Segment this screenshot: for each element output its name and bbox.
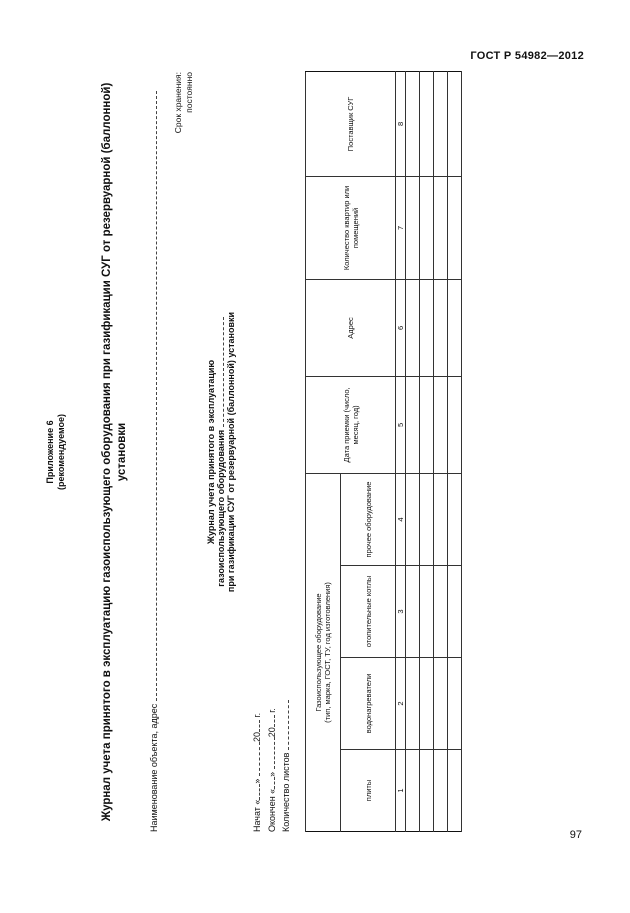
table-cell: [434, 473, 448, 565]
table-cell: [406, 658, 420, 750]
table-cell: [406, 750, 420, 832]
col-number: 1: [396, 750, 406, 832]
table-cell: [434, 279, 448, 376]
table-row: [448, 71, 462, 831]
col-header-other-equipment: прочее оборудование: [341, 473, 396, 565]
table-cell: [434, 750, 448, 832]
ended-year-blank: [274, 715, 275, 727]
table-cell: [406, 566, 420, 658]
table-cell: [448, 279, 462, 376]
started-quote: »: [252, 778, 262, 784]
ended-quote: »: [267, 771, 277, 777]
ended-suffix: г.: [267, 708, 277, 713]
object-name-blank: [156, 91, 157, 701]
table-cell: [420, 376, 434, 473]
sheets-label: Количество листов: [281, 752, 291, 832]
table-cell: [420, 176, 434, 279]
sheets-blank: [288, 700, 289, 750]
table-cell: [420, 279, 434, 376]
table-row: [420, 71, 434, 831]
ended-month-blank: [274, 737, 275, 769]
appendix-number: Приложение 6: [45, 420, 55, 484]
appendix-type: (рекомендуемое): [56, 414, 66, 490]
ended-day-blank: [274, 777, 275, 789]
table-cell: [448, 376, 462, 473]
table-row: [406, 71, 420, 831]
col-number: 7: [396, 176, 406, 279]
table-cell: [406, 473, 420, 565]
table-cell: [420, 473, 434, 565]
table-cell: [448, 473, 462, 565]
sheets-count-field: [281, 700, 291, 832]
table-cell: [434, 566, 448, 658]
standard-header: ГОСТ Р 54982—2012: [470, 50, 584, 62]
col-number: 2: [396, 658, 406, 750]
document-title-line1: Журнал учета принятого в эксплуатацию газоиспользующего оборудования при газификации СУГ от резервуарной (баллонной): [101, 82, 113, 822]
document-title: [100, 72, 130, 832]
ended-date-field: [267, 708, 277, 832]
storage-period: [173, 72, 195, 232]
document-title-line2: установки: [116, 422, 128, 482]
journal-title-blank: [223, 317, 224, 427]
table-cell: [448, 750, 462, 832]
table-cell: [448, 566, 462, 658]
table-cell: [406, 376, 420, 473]
journal-title-line3: при газификации СУГ от резервуарной (баллонной) установки: [226, 311, 236, 593]
table-cell: [434, 658, 448, 750]
col-number: 5: [396, 376, 406, 473]
journal-title-line1: Журнал учета принятого в эксплуатацию: [206, 359, 216, 545]
journal-title-line2-text: газоиспользующего оборудования: [216, 429, 226, 587]
started-label: Начат «: [252, 799, 262, 832]
table-cell: [434, 376, 448, 473]
table-cell: [448, 658, 462, 750]
col-number: 3: [396, 566, 406, 658]
journal-title-line2: [216, 252, 226, 652]
storage-label: Срок хранения:: [173, 72, 183, 134]
col-header-boilers: отопительные котлы: [341, 566, 396, 658]
table-cell: [448, 71, 462, 176]
col-number: 4: [396, 473, 406, 565]
col-number: 8: [396, 71, 406, 176]
col-header-lpg-supplier: Поставщик СУГ: [306, 71, 396, 176]
ended-year: 20: [267, 727, 277, 738]
table-cell: [420, 658, 434, 750]
started-year: 20: [252, 732, 262, 743]
object-name-field: [149, 91, 159, 832]
rotated-page-content: [45, 72, 565, 832]
table-cell: [448, 176, 462, 279]
table-cell: [420, 750, 434, 832]
started-year-blank: [259, 720, 260, 732]
table-row: [434, 71, 448, 831]
started-date-field: [252, 713, 262, 832]
table-cell: [434, 176, 448, 279]
page-number: 97: [569, 829, 582, 841]
table-cell: [420, 566, 434, 658]
table-cell: [406, 176, 420, 279]
col-header-address: Адрес: [306, 279, 396, 376]
col-header-stoves: плиты: [341, 750, 396, 832]
table-cell: [420, 71, 434, 176]
storage-value: постоянно: [184, 72, 194, 113]
started-day-blank: [259, 784, 260, 800]
started-suffix: г.: [252, 712, 262, 718]
equipment-group-header: Газоиспользующее оборудование (тип, марка, ГОСТ, ТУ, год изготовления): [306, 473, 341, 831]
object-name-label: Наименование объекта, адрес: [149, 703, 159, 832]
col-header-apartments-count: Количество квартир или помещений: [306, 176, 396, 279]
col-header-acceptance-date: Дата приемки (число, месяц, год): [306, 376, 396, 473]
ended-label: Окончен «: [267, 788, 277, 832]
col-header-water-heaters: водонагреватели: [341, 658, 396, 750]
col-number: 6: [396, 279, 406, 376]
table-cell: [434, 71, 448, 176]
started-month-blank: [259, 742, 260, 776]
journal-table: [305, 71, 462, 832]
table-cell: [406, 71, 420, 176]
table-cell: [406, 279, 420, 376]
